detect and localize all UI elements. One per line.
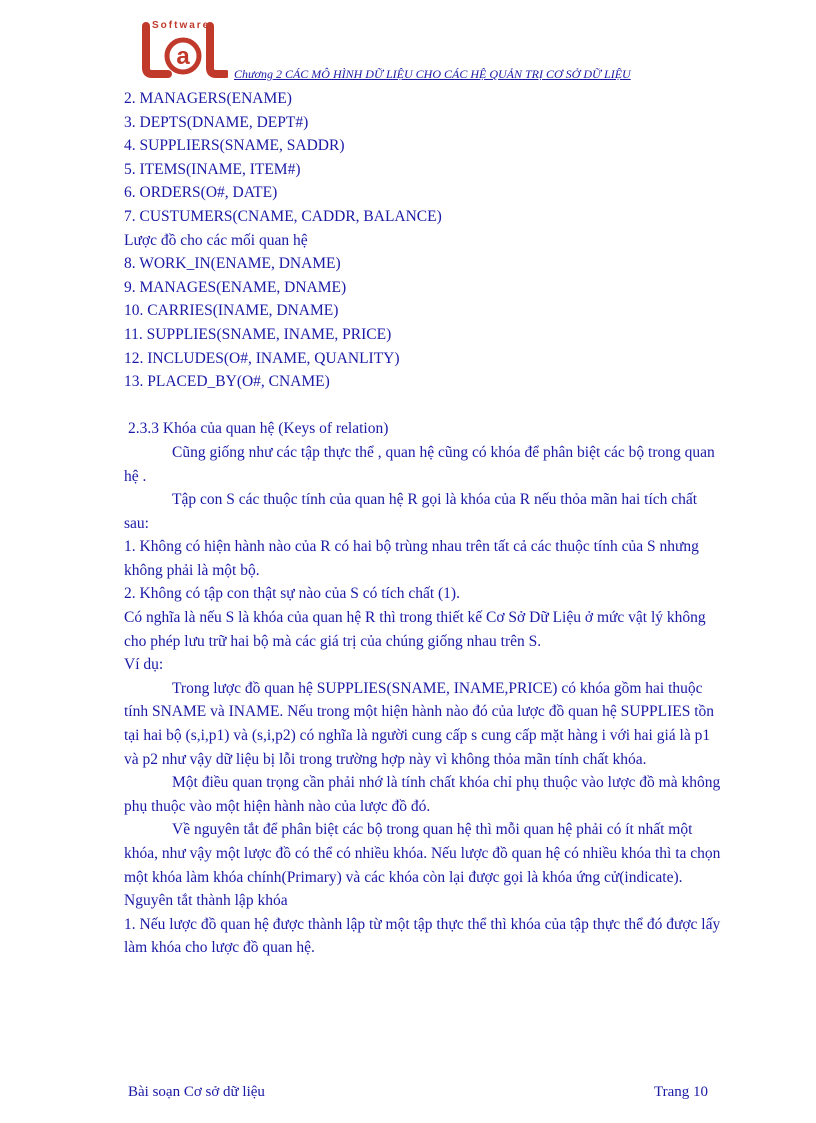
list-item: 3. DEPTS(DNAME, DEPT#)	[124, 113, 309, 131]
logo-tagline: Software	[152, 20, 211, 31]
document-body	[124, 87, 724, 960]
list-item: 9. MANAGES(ENAME, DNAME)	[124, 278, 347, 296]
paragraph: Trong lược đồ quan hệ SUPPLIES(SNAME, INAME,PRICE) có khóa gồm hai thuộc tính SNAME và INAME. Nếu trong một hiện hành nào đó của lược đồ quan hệ SUPPLIES tồn tại hai bộ (s,i,p1) và (s,i,p2) có nghĩa là người cung cấp s cung cấp mặt hàng i với hai giá là p1 và p2 như vậy dữ liệu bị lỗi trong trường hợp này vì không thỏa mãn tính chất khóa.	[124, 679, 715, 768]
paragraph: 1. Nếu lược đồ quan hệ được thành lập từ một tập thực thể thì khóa của tập thực thể đó được lấy làm khóa cho lược đồ quan hệ.	[124, 915, 721, 957]
footer-title: Bài soạn Cơ sở dữ liệu	[128, 1084, 265, 1100]
list-item: 6. ORDERS(O#, DATE)	[124, 184, 278, 202]
page-number: Trang 10	[654, 1084, 709, 1100]
logo-l-at-l	[138, 22, 228, 78]
paragraph: Một điều quan trọng cần phải nhớ là tính chất khóa chỉ phụ thuộc vào lược đồ mà không phụ thuộc vào một hiện hành nào của lược đồ đó.	[124, 774, 721, 815]
chapter-header: Chương 2 CÁC MÔ HÌNH DỮ LIỆU CHO CÁC HỆ QUẢN TRỊ CƠ SỞ DỮ LIỆU	[234, 67, 631, 81]
paragraph: Có nghĩa là nếu S là khóa của quan hệ R thì trong thiết kế Cơ Sở Dữ Liệu ở mức vật lý không cho phép lưu trữ hai bộ mà các giá trị của chúng giống nhau trên S.	[124, 609, 706, 650]
list-item: 12. INCLUDES(O#, INAME, QUANLITY)	[124, 349, 400, 367]
svg-text:a: a	[176, 43, 190, 70]
paragraph: Tập con S các thuộc tính của quan hệ R gọi là khóa của R nếu thỏa mãn hai tích chất sau:	[124, 491, 698, 532]
list-item: 5. ITEMS(INAME, ITEM#)	[124, 160, 301, 178]
example-label: Ví dụ:	[124, 656, 164, 674]
list-item: 4. SUPPLIERS(SNAME, SADDR)	[124, 137, 345, 155]
paragraph: 2. Không có tập con thật sự nào của S có tích chất (1).	[124, 585, 460, 603]
list-item: 11. SUPPLIES(SNAME, INAME, PRICE)	[124, 325, 392, 343]
relations-heading: Lược đồ cho các mối quan hệ	[124, 231, 308, 249]
section-title: 2.3.3 Khóa của quan hệ (Keys of relation)	[128, 420, 389, 438]
list-item: 2. MANAGERS(ENAME)	[124, 90, 292, 107]
paragraph: 1. Không có hiện hành nào của R có hai bộ trùng nhau trên tất cả các thuộc tính của S nhưng không phải là một bộ.	[124, 538, 699, 579]
principle-heading: Nguyên tắt thành lập khóa	[124, 892, 288, 910]
list-item: 7. CUSTUMERS(CNAME, CADDR, BALANCE)	[124, 207, 442, 225]
paragraph: Cũng giống như các tập thực thể , quan hệ cũng có khóa để phân biệt các bộ trong quan hệ .	[124, 443, 715, 485]
list-item: 8. WORK_IN(ENAME, DNAME)	[124, 255, 341, 273]
list-item: 13. PLACED_BY(O#, CNAME)	[124, 373, 330, 391]
paragraph: Về nguyên tắt để phân biệt các bộ trong quan hệ thì mỗi quan hệ phải có ít nhất một khóa, như vậy một lược đồ có thể có nhiều khóa. Nếu lược đồ quan hệ có nhiều khóa thì ta chọn một khóa làm khóa chính(Primary) và các khóa còn lại được gọi là khóa ứng cử(indicate).	[124, 821, 721, 886]
list-item: 10. CARRIES(INAME, DNAME)	[124, 302, 339, 320]
